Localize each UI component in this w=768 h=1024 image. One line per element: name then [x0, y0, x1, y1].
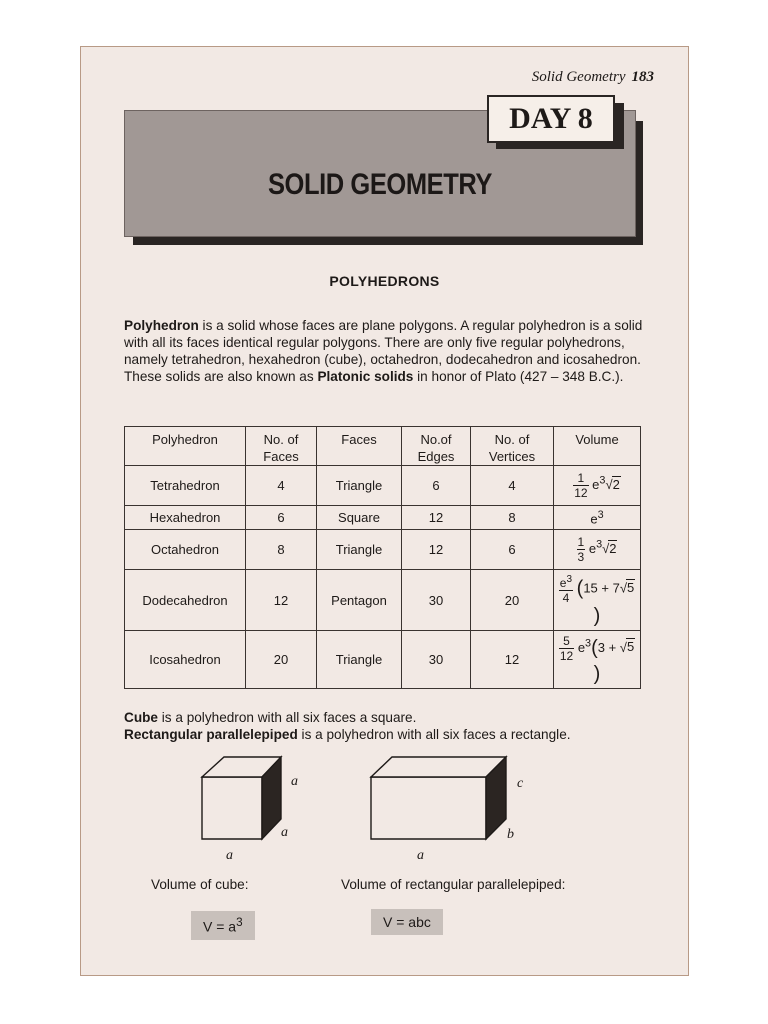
cube-label-side: a: [291, 774, 298, 789]
radicand: 5: [626, 579, 635, 595]
radicand: 5: [626, 639, 635, 655]
exponent: 3: [596, 538, 603, 551]
numerator-exponent: 3: [566, 573, 573, 585]
fraction-denominator: 4: [562, 590, 570, 605]
base: e: [592, 476, 600, 492]
exponent: 3: [585, 637, 592, 650]
term-cube: Cube: [124, 710, 158, 725]
right-paren: ): [593, 662, 601, 685]
cell-name: Dodecahedron: [125, 570, 246, 631]
cube-volume-label: Volume of cube:: [151, 877, 249, 892]
cell-faces-no: 4: [246, 466, 317, 506]
term-platonic: Platonic solids: [317, 369, 414, 384]
cell-faces: Triangle: [317, 631, 402, 689]
numerator-base: e: [559, 575, 567, 590]
cell-edges: 30: [402, 631, 471, 689]
page-number: 183: [631, 69, 654, 85]
cell-faces: Triangle: [317, 466, 402, 506]
cell-name: Octahedron: [125, 530, 246, 570]
fraction: [559, 634, 574, 663]
inner-expression: 3 +: [597, 639, 620, 655]
table-row: [125, 631, 641, 689]
col-header-polyhedron: Polyhedron: [125, 427, 246, 466]
cell-vertices: 20: [471, 570, 554, 631]
cell-name: Hexahedron: [125, 506, 246, 530]
day-label: DAY 8: [487, 95, 615, 143]
definitions: [124, 709, 571, 743]
cell-edges: 6: [402, 466, 471, 506]
col-header-vertices: No. of Vertices: [471, 427, 554, 466]
cell-faces-no: 6: [246, 506, 317, 530]
root-sign: √: [605, 476, 613, 492]
table-row: [125, 530, 641, 570]
cell-volume: [554, 530, 641, 570]
cell-volume: [554, 466, 641, 506]
rect-label-depth: b: [507, 827, 514, 842]
base: e: [577, 639, 586, 655]
root-sign: √: [619, 639, 627, 655]
cell-name: Icosahedron: [125, 631, 246, 689]
fraction: [559, 573, 573, 605]
book-page: [80, 46, 689, 976]
fraction-denominator: 3: [577, 550, 585, 564]
running-title: Solid Geometry: [531, 69, 626, 85]
root-sign: √: [602, 540, 610, 556]
cell-vertices: 12: [471, 631, 554, 689]
parallelepiped-front-face: [371, 777, 486, 839]
cube-label-depth: a: [281, 825, 288, 840]
base: e: [588, 540, 597, 556]
left-paren: (: [591, 636, 598, 659]
cube-label-bottom: a: [226, 848, 233, 863]
cell-faces-no: 20: [246, 631, 317, 689]
cube-definition: [124, 709, 571, 726]
fraction-denominator: 12: [559, 648, 574, 663]
col-header-volume: Volume: [554, 427, 641, 466]
cell-faces: Pentagon: [317, 570, 402, 631]
term-polyhedron: Polyhedron: [124, 318, 199, 333]
left-paren: (: [576, 577, 584, 599]
cube-front-face: [202, 777, 262, 839]
fraction-numerator: 5: [559, 634, 574, 649]
parallelepiped-top-face: [371, 757, 506, 777]
radicand: 2: [612, 476, 620, 492]
col-header-faces-no: No. of Faces: [246, 427, 317, 466]
cell-edges: 12: [402, 530, 471, 570]
cell-faces: Square: [317, 506, 402, 530]
cell-faces: Triangle: [317, 530, 402, 570]
cube-volume-formula: [191, 911, 255, 940]
base: e: [590, 511, 598, 527]
col-header-edges: No.of Edges: [402, 427, 471, 466]
fraction-denominator: 12: [574, 486, 588, 500]
table-row: [125, 570, 641, 631]
running-head: [532, 69, 654, 86]
table-row: [125, 506, 641, 530]
fraction: [577, 535, 586, 564]
rect-volume-label: Volume of rectangular parallelepiped:: [341, 877, 566, 892]
fraction: [573, 471, 588, 500]
intro-text-2: in honor of Plato (427 – 348 B.C.).: [413, 369, 624, 384]
parallelepiped-figure: [371, 757, 506, 839]
col-header-faces: Faces: [317, 427, 402, 466]
cell-volume: [554, 631, 641, 689]
cell-faces-no: 8: [246, 530, 317, 570]
inner-expression: 15 + 7: [583, 579, 620, 595]
cell-edges: 30: [402, 570, 471, 631]
section-title: POLYHEDRONS: [329, 273, 440, 289]
cube-formula-exponent: 3: [236, 916, 243, 929]
rect-label-height: c: [517, 776, 524, 791]
rect-label-bottom: a: [417, 848, 424, 863]
cell-name: Tetrahedron: [125, 466, 246, 506]
rect-definition-text: is a polyhedron with all six faces a rectangle.: [297, 727, 571, 742]
root-sign: √: [619, 579, 627, 595]
intro-paragraph: [124, 317, 652, 385]
fraction-numerator: 1: [577, 535, 585, 549]
cell-volume: [554, 570, 641, 631]
cell-vertices: 4: [471, 466, 554, 506]
term-rect-parallelepiped: Rectangular parallelepiped: [124, 727, 298, 742]
cube-figure: [202, 757, 281, 839]
intro-text-1: is a solid whose faces are plane polygons. A regular polyhedron is a solid with all its faces identical regular polygons. There are only five regular polyhedrons, namely tetrahedron, hexahedron (cube), octahedron, dodecahedron and icosahedron. These solids are also known as: [124, 318, 643, 384]
cube-formula-text: V = a: [203, 918, 237, 935]
cell-edges: 12: [402, 506, 471, 530]
cell-faces-no: 12: [246, 570, 317, 631]
solid-figures: [181, 752, 541, 867]
right-paren: ): [593, 604, 601, 627]
cell-volume: [554, 506, 641, 530]
fraction-numerator: [559, 573, 573, 591]
rect-volume-formula: V = abc: [371, 909, 443, 935]
cube-definition-text: is a polyhedron with all six faces a square.: [157, 710, 417, 725]
exponent: 3: [599, 474, 606, 487]
rect-definition: [124, 726, 571, 743]
cell-vertices: 6: [471, 530, 554, 570]
table-row: [125, 466, 641, 506]
polyhedron-table: [124, 426, 641, 689]
exponent: 3: [597, 508, 604, 521]
radicand: 2: [609, 540, 617, 556]
fraction-numerator: 1: [573, 471, 588, 486]
cell-vertices: 8: [471, 506, 554, 530]
chapter-title: SOLID GEOMETRY: [267, 168, 493, 201]
table-header-row: [125, 427, 641, 466]
